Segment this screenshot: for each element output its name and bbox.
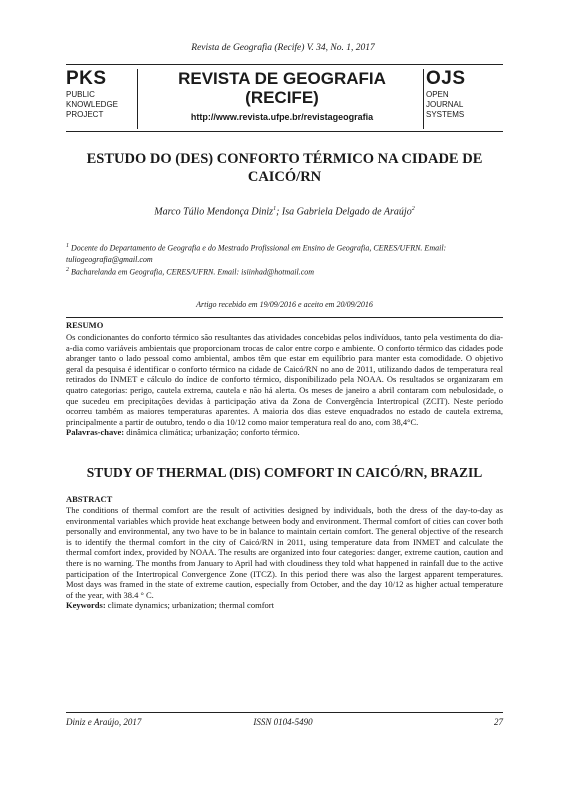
keywords-label: Palavras-chave:: [66, 427, 125, 438]
journal-name-sub: (RECIFE): [245, 88, 319, 107]
received-date: Artigo recebido em 19/09/2016 e aceito em 20/09/2016: [196, 300, 373, 309]
footer-issn: ISSN 0104-5490: [253, 717, 313, 727]
author-name: Marco Túlio Mendonça Diniz: [154, 206, 274, 218]
affiliation-sup: 1: [66, 243, 69, 249]
affiliation-2: [66, 265, 503, 278]
pks-line: PROJECT: [66, 110, 104, 119]
resumo-keywords: [66, 427, 503, 438]
authors: [66, 206, 503, 217]
footer-rule: [66, 712, 503, 713]
author-name: ; Isa Gabriela Delgado de Araújo: [276, 206, 412, 218]
pks-line: PUBLIC: [66, 90, 95, 99]
footer-authors: Diniz e Araújo, 2017: [66, 717, 142, 727]
affiliation-sup: 2: [66, 267, 69, 273]
keywords-label: Keywords:: [66, 600, 106, 611]
journal-citation: Revista de Geografia (Recife) V. 34, No. 1, 2017: [191, 43, 375, 53]
keywords-text: dinâmica climática; urbanização; conforto térmico.: [124, 427, 300, 438]
header-divider-left: [137, 69, 138, 129]
article-title-line: ESTUDO DO (DES) CONFORTO TÉRMICO NA CIDADE DE: [86, 151, 483, 167]
english-title: STUDY OF THERMAL (DIS) COMFORT IN CAICÓ/RN, BRAZIL: [86, 465, 483, 480]
pks-line: KNOWLEDGE: [66, 100, 119, 109]
abstract-text: The conditions of thermal comfort are the result of activities designed by individuals, both the dress of the day-to-day as environmental variables which provide heat exchange between body and environment. Thermal comfort of cities can cover both personally and environmental, any two have to be in balance to maintain certain comfort. The general objective of the research is to identify the thermal comfort in the city of Caicó/RN in 2011, using temperature data from INMET and calculate the thermal comfort index, provided by NOAA. The results are organized into four categories: danger, extreme caution, caution and there is no warning. The months from January to April had with cloudiness they told what happened in rainfall due to the active participation of the Intertropical Convergence Zone (ITCZ). In this period there was also the largest apparent temperatures. Most days was framed in the state of extreme caution, especially from October, and the day 10/12 as higher actual temperature of the year, with 38.4 ° C.: [66, 505, 503, 600]
header-top-rule: [66, 64, 503, 65]
header-bottom-rule: [66, 131, 503, 132]
ojs-line: OPEN: [426, 90, 449, 99]
journal-url[interactable]: http://www.revista.ufpe.br/revistageografia: [190, 112, 374, 122]
resumo-rule: [66, 317, 503, 318]
abstract-body: [66, 505, 503, 611]
keywords-text: climate dynamics; urbanization; thermal comfort: [105, 600, 274, 611]
ojs-logo: [426, 68, 504, 120]
pks-title: PKS: [66, 68, 107, 89]
header-divider-right: [423, 69, 424, 129]
resumo-text: Os condicionantes do conforto térmico são resultantes das atividades concebidas pelos indivíduos, tanto pela vestimenta do dia-a-dia como variáveis ambientais que proporcionam trocas de calor entre corpo e ambiente. O conforto térmico das cidades pode abranger tanto o lado pessoal como ambiental, ambos têm que estar em equilíbrio para manter esta comodidade. O objetivo geral da pesquisa é identificar o conforto térmico na cidade de Caicó/RN no ano de 2011, utilizando dados de temperatura real retirados do INMET e cálculo do índice de conforto térmico, disponibilizado pela NOAA. Os resultados se organizaram em quatro categorias: perigo, cautela extrema, cautela e não há alerta. Os meses de janeiro a abril contaram com nebulosidade, o que sucedeu em precipitações devidas à participação ativa da Zona de Convergência Intertropical (ZCIT). Neste período ocorreu também as maiores temperaturas aparentes. A maioria dos dias esteve enquadrados no estado de cautela extrema, principalmente a partir de outubro, tendo o dia 10/12 como maior temperatura real do ano, com 38,4°C.: [66, 332, 503, 427]
author-sup: 2: [411, 206, 415, 212]
journal-name: REVISTA DE GEOGRAFIA: [178, 69, 386, 88]
affiliation-text: Docente do Departamento de Geografia e do Mestrado Profissional em Ensino de Geografia, CERES/UFRN. Email: tuliogeografia@gmail.com: [66, 243, 447, 264]
resumo-heading: RESUMO: [66, 320, 104, 330]
author-sup: 1: [273, 206, 277, 212]
article-title-line: CAICÓ/RN: [247, 169, 322, 185]
abstract-heading: ABSTRACT: [66, 494, 113, 504]
affiliation-text: Bacharelanda em Geografia, CERES/UFRN. Email: isiinhad@hotmail.com: [69, 267, 315, 277]
ojs-line: JOURNAL: [426, 100, 464, 109]
page-number: 27: [494, 717, 503, 727]
ojs-line: SYSTEMS: [426, 110, 465, 119]
ojs-title: OJS: [426, 68, 466, 89]
affiliation-1: [66, 241, 503, 265]
article-title: [66, 150, 503, 186]
journal-masthead: [140, 69, 424, 123]
pks-logo: [66, 68, 136, 120]
abstract-keywords: [66, 600, 503, 611]
resumo-body: [66, 332, 503, 438]
